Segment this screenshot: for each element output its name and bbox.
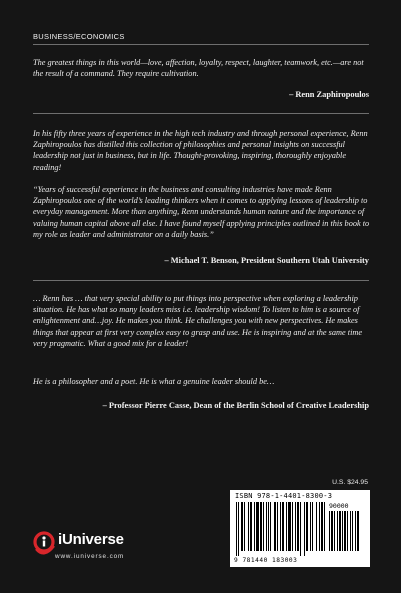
endorsement-casse-attribution: – Professor Pierre Casse, Dean of the Berlin School of Creative Leadership xyxy=(102,401,369,410)
isbn-barcode xyxy=(230,490,370,567)
barcode-digits: 9 781440 183003 xyxy=(234,557,298,564)
section-rule-1 xyxy=(33,113,369,114)
publisher-name: iUniverse xyxy=(58,531,124,548)
opening-quote: The greatest things in this world—love, affection, loyalty, respect, laughter, teamwork, etc.—are not the result of a command. They require cultivation. xyxy=(33,58,364,79)
endorsement-casse-closing: He is a philosopher and a poet. He is what a genuine leader should be… xyxy=(33,377,275,386)
category-label: BUSINESS/ECONOMICS xyxy=(33,32,125,41)
endorsement-casse: … Renn has … that very special ability to put things into perspective when exploring a leadership situation. He has what so many leaders miss i.e. leadership wisdom! To listen to him is a source of enlightenment and…joy. He makes you think. He challenges you with new perspectives. He makes things that appear at first very complex easy to grasp and use. He is inspiring and at the same time very pragmatic. What a good mix for a leader! xyxy=(33,294,363,348)
isbn-text: ISBN 978-1-4401-8300-3 xyxy=(235,492,333,500)
top-rule xyxy=(33,44,369,45)
ean-barcode-bars xyxy=(236,502,326,556)
opening-quote-attribution: – Renn Zaphiropoulos xyxy=(289,90,369,99)
publisher-url: www.iuniverse.com xyxy=(55,553,125,560)
endorsement-benson-attribution: – Michael T. Benson, President Southern Utah University xyxy=(164,256,369,265)
addon-barcode-bars xyxy=(329,511,365,556)
price-label: U.S. $24.95 xyxy=(332,479,368,486)
book-description: In his fifty three years of experience in the high tech industry and through personal experience, Renn Zaphiropoulos has distilled this collection of philosophies and personal insights on successful leadership not just in business, but in life. Thought-provoking, inspiring, thoroughly enjoyable reading! xyxy=(33,129,368,172)
section-rule-2 xyxy=(33,280,369,281)
endorsement-benson: “Years of successful experience in the business and consulting industries have made Renn Zaphiropoulos one of the world’s leading thinkers when it comes to applying lessons of leadership to everyday management. More than anything, Renn understands human nature and the importance of valuing human capital above all else. I have found myself applying principles outlined in this book to my role as leader and administrator on a daily basis.” xyxy=(33,185,370,239)
addon-digits: 90000 xyxy=(329,502,349,510)
